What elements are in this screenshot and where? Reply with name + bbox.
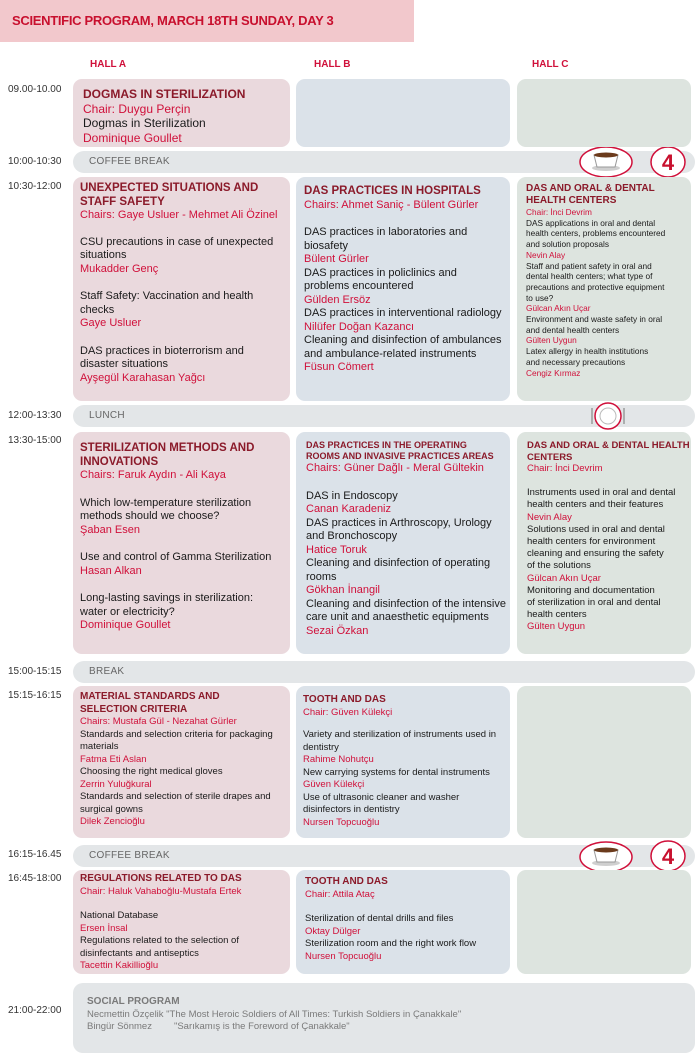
talk-title: problems encountered [304,280,414,292]
talk-title: Solutions used in oral and dental [527,523,665,535]
talk-title: Use of ultrasonic cleaner and washer [303,791,460,803]
session-chair: Chair: Attila Ataç [305,888,375,900]
break-label: LUNCH [89,410,125,421]
speaker: Gülten Uygun [526,335,577,346]
session-title: STAFF SAFETY [80,195,165,208]
session-title: DAS PRACTICES IN HOSPITALS [304,185,481,197]
speaker: Zerrin Yuluğkural [80,778,152,790]
talk-title: Sterilization room and the right work flow [305,938,477,949]
talk-title: biosafety [304,239,349,252]
speaker: Cengiz Kırmaz [526,367,581,378]
talk-title: Staff and patient safety in oral and [526,260,652,271]
talk-title: Choosing the right medical gloves [80,766,223,777]
social-program-title: SOCIAL PROGRAM [87,996,180,1007]
talk-title: Regulations related to the selection of [80,935,239,946]
talk-title: of the solutions [527,560,591,572]
talk-title: Cleaning and disinfection of the intensive [306,597,506,610]
speaker: Füsun Cömert [304,361,374,373]
social-program-card [73,983,695,1053]
speaker: Bülent Gürler [304,253,369,265]
session-title: DAS AND ORAL & DENTAL [526,183,655,194]
sponsor-logo-icon [650,840,686,872]
session-title: HEALTH CENTERS [526,195,617,206]
session-card-hall-a [73,686,290,838]
talk-title: checks [80,303,115,316]
talk-title: and necessary precautions [526,356,626,367]
talk-title: Variety and sterilization of instruments used in [303,729,497,740]
hall-b-header: HALL B [314,59,351,70]
time-slot: 21:00-22:00 [8,1005,62,1016]
talk-title: health centers and their features [527,499,664,511]
social-program-line [87,1021,461,1034]
social-program-line: Necmettin Özçelik "The Most Heroic Soldiers of All Times: Turkish Soldiers in Çanakkale" [87,1008,462,1020]
session-title: DAS PRACTICES IN THE OPERATING [306,440,467,450]
sponsor-logo-text: 4 [661,844,675,869]
talk-title: situations [80,249,127,261]
session-title: SELECTION CRITERIA [80,703,188,715]
talk-title: New carrying systems for dental instruments [303,766,490,778]
session-title: DAS AND ORAL & DENTAL HEALTH [527,440,690,451]
talk-title: materials [80,741,119,752]
talk-title: surgical gowns [80,803,143,815]
speaker: Ersen İnsal [80,922,128,934]
talk-title: DAS practices in laboratories and [304,226,468,238]
speaker: Gülcan Akın Uçar [527,572,601,584]
speaker: Hatice Toruk [306,543,367,556]
session-chair: Chair: Duygu Perçin [83,101,191,116]
talk-title: Long-lasting savings in sterilization: [80,592,254,604]
session-chair: Chair: Haluk Vahaboğlu-Mustafa Ertek [80,885,242,897]
break-label: BREAK [89,666,125,677]
speaker: Oktay Dülger [305,925,361,937]
session-title: TOOTH AND DAS [303,694,386,705]
speaker: Canan Karadeniz [306,503,392,515]
speaker: Nursen Topcuoğlu [303,816,380,828]
talk-title: dentistry [303,741,339,753]
social-talk: "Sarıkamış is the Foreword of Çanakkale" [173,1021,350,1032]
session-title: CENTERS [527,451,573,463]
speaker: Gülden Ersöz [304,293,371,306]
speaker: Gökhan İnangil [306,584,380,596]
sponsor-logo-text: 4 [661,150,675,175]
speaker: Gaye Usluer [80,317,142,329]
session-chair: Chairs: Ahmet Saniç - Bülent Gürler [304,198,479,211]
speaker: Tacettin Kakillioğlu [80,960,159,971]
session-card-hall-c [517,432,691,654]
session-title: STERILIZATION METHODS AND [80,442,255,454]
talk-title: and ambulance-related instruments [304,347,477,360]
talk-title: disinfectors in dentistry [303,804,400,815]
session-chair: Chairs: Güner Dağlı - Meral Gültekin [306,462,484,474]
session-title: DOGMAS IN STERILIZATION [83,87,246,101]
talk-title: and Bronchoscopy [306,530,398,542]
hall-c-header: HALL C [532,59,569,70]
page-title: SCIENTIFIC PROGRAM, MARCH 18TH SUNDAY, DAY 3 [12,13,334,28]
talk-title: Staff Safety: Vaccination and health [80,290,254,302]
talk-title: precautions and protective equipment [526,281,665,292]
talk-title: care unit and anaesthetic equipments [306,611,489,623]
talk-title: DAS practices in Arthroscopy, Urology [306,516,492,529]
talk-title: Environment and waste safety in oral [526,314,663,325]
session-chair: Chair: İnci Devrim [526,207,592,217]
speaker: Mukadder Genç [80,262,159,275]
time-slot: 15:15-16:15 [8,690,62,701]
coffee-cup-icon [578,145,634,179]
talk-title: rooms [306,570,337,583]
session-card-hall-c-empty [517,686,691,838]
time-slot: 09.00-10.00 [8,84,62,95]
speaker: Nursen Topcuoğlu [305,950,382,962]
page-banner [0,0,414,42]
speaker: Nevin Alay [527,511,572,523]
sponsor-logo-icon [650,146,686,178]
talk-title: Standards and selection criteria for packaging [80,728,273,740]
speaker: Dominique Goullet [83,130,182,145]
time-slot: 15:00-15:15 [8,666,62,677]
speaker: Rahime Nohutçu [303,754,374,765]
speaker: Şaban Esen [80,523,140,536]
session-card-hall-b-empty [296,79,510,147]
talk-title: of sterilization in oral and dental [527,597,661,609]
talk-title: National Database [80,910,159,921]
speaker: Sezai Özkan [306,624,369,637]
talk-title: DAS practices in bioterrorism and [80,344,244,357]
talk-title: to use? [526,292,554,303]
break-label: COFFEE BREAK [89,156,170,167]
speaker: Gülten Uygun [527,621,586,633]
session-card-hall-a [73,870,290,974]
speaker: Nevin Alay [526,249,566,260]
talk-title: Which low-temperature sterilization [80,496,252,509]
talk-title: health centers for environment [527,536,656,548]
session-card-hall-b [296,177,510,401]
session-title: REGULATIONS RELATED TO DAS [80,873,242,884]
talk-title: Latex allergy in health institutions [526,346,649,357]
session-card-hall-c-empty [517,870,691,974]
time-slot: 16:45-18:00 [8,873,62,884]
session-title: UNEXPECTED SITUATIONS AND [80,182,259,194]
time-slot: 12:00-13:30 [8,410,62,421]
talk-title: DAS in Endoscopy [306,489,398,502]
time-slot: 10:30-12:00 [8,181,62,192]
talk-title: DAS practices in policlinics and [304,266,457,279]
talk-title: cleaning and ensuring the safety [527,548,664,560]
talk-title: Instruments used in oral and dental [527,487,676,499]
session-title: INNOVATIONS [80,455,159,468]
talk-title: disinfectants and antiseptics [80,947,199,959]
talk-title: Cleaning and disinfection of operating [306,557,491,569]
break-label: COFFEE BREAK [89,850,170,861]
session-card-hall-b [296,686,510,838]
session-chair: Chairs: Faruk Aydın - Ali Kaya [80,469,226,481]
talk-title: DAS applications in oral and dental [526,217,656,228]
talk-title: Standards and selection of sterile drapes and [80,791,271,802]
session-chair: Chairs: Mustafa Gül - Nezahat Gürler [80,716,237,727]
hall-a-header: HALL A [90,59,127,70]
talk-title: CSU precautions in case of unexpected [80,235,274,248]
talk-title: Dogmas in Sterilization [83,116,206,131]
time-slot: 10:00-10:30 [8,156,62,167]
session-card-hall-c-empty [517,79,691,147]
speaker: Fatma Eti Aslan [80,753,147,765]
session-card-hall-b [296,432,510,654]
session-card-hall-a [73,432,290,654]
time-slot: 13:30-15:00 [8,435,62,446]
session-card-hall-c [517,177,691,401]
talk-title: and solution proposals [526,239,610,250]
talk-title: Cleaning and disinfection of ambulances [304,334,502,346]
session-chair: Chair: Güven Külekçi [303,706,393,718]
talk-title: disaster situations [80,358,169,370]
talk-title: health centers, problems encountered [526,228,666,239]
talk-title: Use and control of Gamma Sterilization [80,551,272,563]
session-title: TOOTH AND DAS [305,876,388,887]
session-chair: Chair: İnci Devrim [527,463,603,474]
talk-title: and dental health centers [526,324,620,335]
talk-title: DAS practices in interventional radiology [304,307,502,319]
speaker: Güven Külekçi [303,779,365,790]
break-bar [73,661,695,683]
session-title: ROOMS AND INVASIVE PRACTICES AREAS [306,451,494,461]
talk-title: water or electricity? [80,605,175,618]
speaker: Hasan Alkan [80,564,142,577]
talk-title: dental health centers; what type of [526,271,653,282]
plate-icon [580,402,636,430]
session-card-hall-a [73,79,290,147]
talk-title: health centers [527,609,587,621]
speaker: Dilek Zencioğlu [80,816,145,827]
session-card-hall-a [73,177,290,401]
talk-title: methods should we choose? [80,510,220,522]
speaker: Dominique Goullet [80,619,171,631]
time-slot: 16:15-16.45 [8,849,62,860]
session-card-hall-b [296,870,510,974]
speaker: Gülcan Akın Uçar [526,303,591,314]
session-title: MATERIAL STANDARDS AND [80,691,220,702]
session-chair: Chairs: Gaye Usluer - Mehmet Ali Özinel [80,209,278,221]
talk-title: Monitoring and documentation [527,584,655,596]
speaker: Ayşegül Karahasan Yağcı [80,371,206,384]
talk-title: Sterilization of dental drills and files [305,913,454,924]
speaker: Nilüfer Doğan Kazancı [304,320,415,333]
coffee-cup-icon [578,840,634,874]
social-speaker: Bingür Sönmez [87,1021,152,1032]
